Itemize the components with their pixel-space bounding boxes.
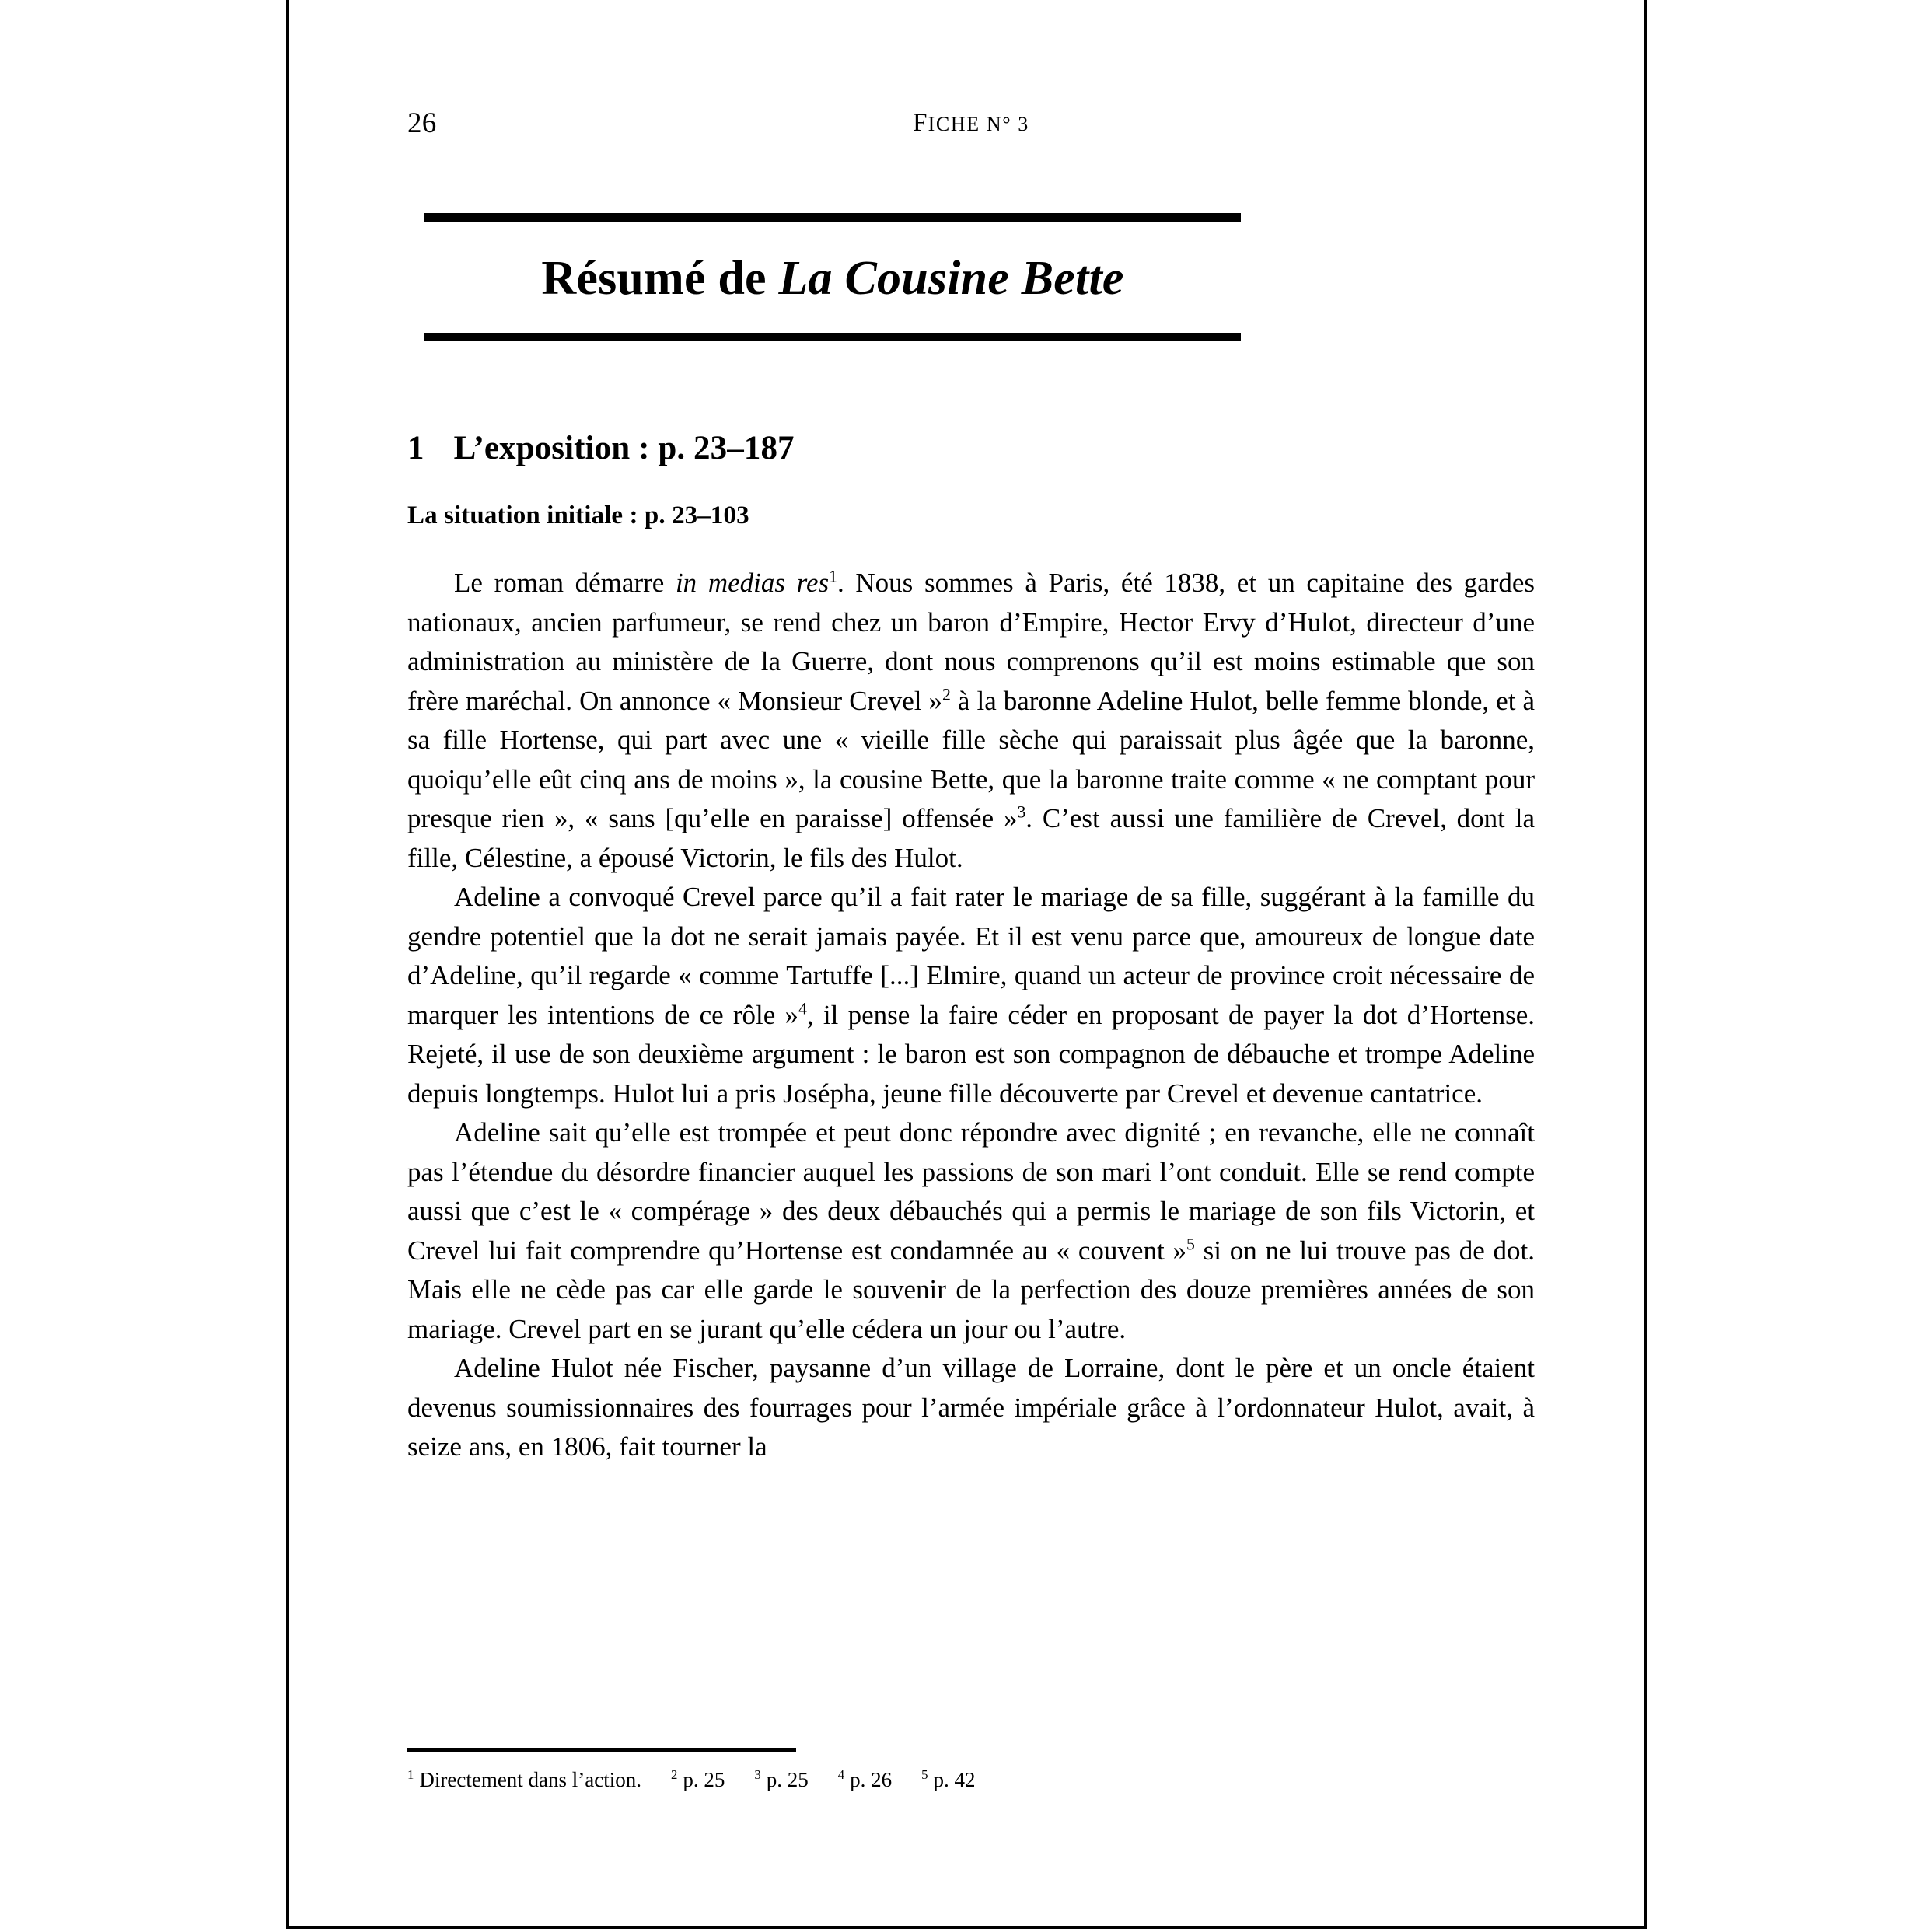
footnote-text: p. 42 [933, 1768, 976, 1791]
footnote-item [838, 1768, 892, 1791]
page-content-area [407, 0, 1535, 1926]
text-run: Le roman démarre [454, 568, 676, 598]
footnote-text: p. 25 [683, 1768, 725, 1791]
footnote-marker: 1 [407, 1767, 414, 1782]
title-rule-bottom [424, 333, 1241, 341]
section-number: 1 [407, 430, 424, 466]
footnote-item [754, 1768, 808, 1791]
title-block [424, 213, 1241, 341]
footnote-item [407, 1768, 641, 1791]
text-run: . C’est aussi une familière de Crevel, dont la fille, Célestine, a épousé Victorin, le fils des Hulot. [407, 803, 1535, 873]
footnote-text: Directement dans l’action. [419, 1768, 642, 1791]
paragraph [407, 878, 1535, 1113]
footnote-text: p. 26 [850, 1768, 893, 1791]
title-work: La Cousine Bette [778, 252, 1124, 305]
italic-phrase: in medias res [675, 568, 830, 598]
text-run: , il pense la faire céder en proposant de payer la dot d’Hortense. Rejeté, il use de son deuxième argument : le baron est son compagnon de débauche et trompe Adeline depuis longtemps. Hulot lui a pris Josépha, jeune fille découverte par Crevel et devenue cantatrice. [407, 999, 1535, 1109]
title-prefix: Résumé de [541, 252, 779, 305]
paragraph [407, 564, 1535, 878]
running-title-initial: F [913, 109, 928, 137]
footnote-reference[interactable]: 3 [1017, 802, 1026, 822]
text-run: . Nous sommes à Paris, été 1838, et un capitaine des gardes nationaux, ancien parfumeur, se rend chez un baron d’Empire, Hector Ervy d’Hulot, directeur d’une administration au ministère de la Guerre, dont nous comprenons qu’il est moins estimable que son frère maréchal. On annonce « Monsieur Crevel » [407, 568, 1535, 716]
body-text [407, 564, 1535, 1467]
text-run: Adeline Hulot née Fischer, paysanne d’un village de Lorraine, dont le père et un oncle étaient devenus soumissionnaires des fourrages pour l’armée impériale grâce à l’ordonnateur Hulot, avait, à seize ans, en 1806, fait tourner la [407, 1353, 1535, 1462]
footnote-reference[interactable]: 2 [942, 684, 951, 704]
footnote-item [921, 1768, 975, 1791]
section-heading-label: L’exposition : p. 23–187 [453, 430, 795, 466]
subsection-heading: La situation initiale : p. 23–103 [407, 501, 749, 529]
running-title-smallcaps: ICHE N° 3 [928, 113, 1029, 135]
footnote-reference[interactable]: 4 [798, 998, 807, 1018]
paragraph [407, 1349, 1535, 1467]
footnote-marker: 4 [837, 1767, 845, 1782]
page-number: 26 [407, 107, 437, 139]
paragraph [407, 1113, 1535, 1349]
running-header [407, 109, 1535, 148]
footnote-separator-rule [407, 1748, 796, 1752]
text-run: si on ne lui trouve pas de dot. Mais elle ne cède pas car elle garde le souvenir de la perfection des douze premières années de son mariage. Crevel part en se jurant qu’elle cédera un jour ou l’autre. [407, 1235, 1535, 1344]
footnote-reference[interactable]: 5 [1186, 1234, 1195, 1253]
footnote-reference[interactable]: 1 [829, 567, 837, 586]
footnote-marker: 2 [671, 1767, 678, 1782]
footnote-marker: 3 [754, 1767, 761, 1782]
footnote-marker: 5 [921, 1767, 928, 1782]
footnote-area [407, 1748, 1535, 1794]
text-run: Adeline a convoqué Crevel parce qu’il a fait rater le mariage de sa fille, suggérant à la famille du gendre potentiel que la dot ne serait jamais payée. Et il est venu parce que, amoureux de longue date d’Adeline, qu’il regarde « comme Tartuffe [...] Elmire, quand un acteur de province croit nécessaire de marquer les intentions de ce rôle » [407, 882, 1535, 1030]
section-heading [407, 429, 795, 467]
title-rule-top [424, 213, 1241, 222]
running-title [407, 109, 1535, 138]
text-run: Adeline sait qu’elle est trompée et peut donc répondre avec dignité ; en revanche, elle ne connaît pas l’étendue du désordre financier auquel les passions de son mari l’ont conduit. Elle se rend compte aussi que c’est le « compérage » des deux débauchés qui a permis le mariage de son fils Victorin, et Crevel lui fait comprendre qu’Hortense est condamnée au « couvent » [407, 1117, 1535, 1266]
footnote-item [671, 1768, 725, 1791]
footnote-list [407, 1766, 1535, 1794]
text-run: à la baronne Adeline Hulot, belle femme blonde, et à sa fille Hortense, qui part avec une « vieille fille sèche qui paraissait plus âgée que la baronne, quoiqu’elle eût cinq ans de moins », la cousine Bette, que la baronne traite comme « ne comptant pour presque rien », « sans [qu’elle en paraisse] offensée » [407, 685, 1535, 833]
page-frame [286, 0, 1647, 1929]
footnote-text: p. 25 [766, 1768, 809, 1791]
page-title [424, 222, 1241, 333]
